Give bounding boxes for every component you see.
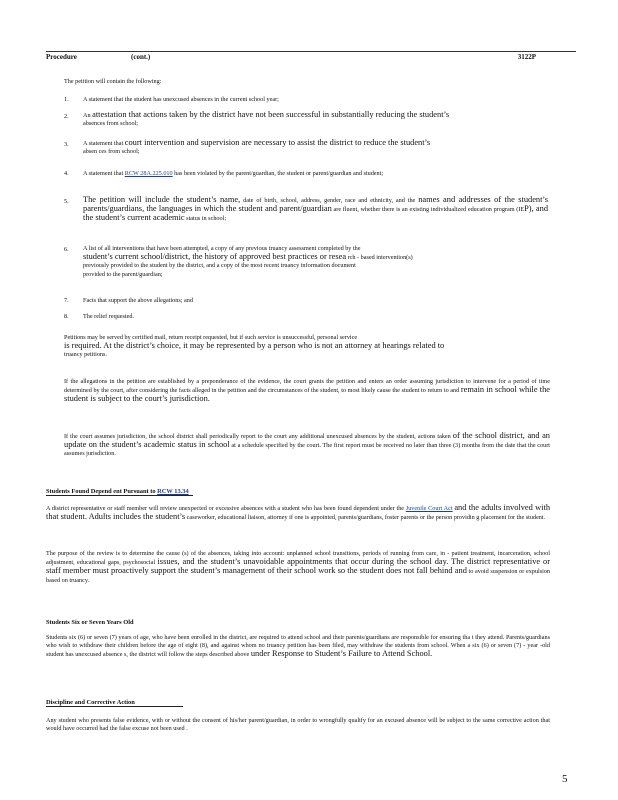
page-number: 5 (562, 773, 568, 785)
item-text: rch - based intervention(s) (347, 254, 413, 262)
item-number: 1. (64, 96, 69, 103)
para-text: truancy petitions. (64, 351, 107, 359)
item-number: 4. (64, 170, 69, 177)
para-text: to avoid suspension or expulsion based on truancy. (46, 568, 551, 584)
list-item (83, 170, 548, 178)
item-text: absences from school; (83, 120, 138, 128)
item-number: 3. (64, 141, 69, 148)
item-text: status in school; (186, 215, 227, 223)
section-title: Students Found Depend ent Pursuant to (46, 488, 156, 495)
section-heading-six-seven: Students Six or Seven Years Old (46, 619, 134, 626)
discipline-paragraph: Any student who presents false evidence, with or without the consent of his/her parent/guardian, in order to wrongfully qualify for an excused absence will be subject to the same corrective action that would have occurred had the false excuse not been used . (46, 717, 550, 733)
section-heading-discipline: Discipline and Corrective Action (46, 699, 183, 707)
list-item (83, 111, 548, 128)
para-text: The purpose of the review is to determine the cause (s) of the absences, taking into account: unplanned school transitions, periods of running from care, in - patient treatment, incarceration, school adjustment, educational gaps, psychosocial (46, 550, 550, 567)
para-text: is required. At the district’s choice, it may be represented by a person who is not an attorney at hearings related to (64, 341, 445, 351)
jurisdiction-paragraph (64, 378, 550, 405)
six-seven-paragraph (46, 634, 550, 660)
para-text: A district representative or staff member will review unexpected or excessive absences with a student who has been found dependent under the (46, 505, 405, 512)
para-text: of the school district, and an update on the student’s academic status in school (64, 431, 550, 450)
item-number: 8. (64, 313, 69, 320)
para-text: caseworker, educational liaison, attorney if one is appointed, parents/guardians, foster parents or the person providin g placement for the student. (186, 514, 546, 522)
item-text: student’s current school/district, the history of approved best practices or resea (83, 252, 347, 262)
review-purpose-paragraph (46, 550, 550, 585)
item-text: P), and the student’s current academic (83, 204, 549, 223)
item-text: are fluent, whether there is an existing individualized education program (IE (333, 206, 525, 214)
item-text: previously provided to the student by the district, and a copy of the most recent truancy information document (83, 262, 356, 270)
service-paragraph (64, 334, 550, 360)
item-number: 5. (64, 198, 69, 205)
item-number: 2. (64, 113, 69, 120)
item-text: absen ces from school; (83, 148, 140, 156)
item-text: names and addresses of the student’s parents/guardians, the languages in which the student and parent/guardian (83, 195, 549, 214)
dependent-paragraph (46, 504, 550, 522)
item-number: 6. (64, 246, 69, 253)
cont-label: (cont.) (131, 53, 151, 61)
item-text: An (83, 112, 91, 119)
page-header (46, 53, 576, 63)
para-text: Students six (6) or seven (7) years of age, who have been enrolled in the district, are required to attend school and their parents/guardians are responsible for ensuring tha t they attend. Parents/guardians who wish to withdraw their children before the age of eight (8), and against whom no truancy petition has been filed, may withdraw the students from school. When a six (6) or seven (7) - year -old student has unexcused absence s, the district will follow the steps described above (46, 634, 550, 659)
item-text: A statement that (83, 170, 124, 177)
list-item: A statement that the student has unexcused absences in the current school year; (83, 96, 279, 103)
item-text: A statement that (83, 140, 124, 147)
intro-text: The petition will contain the following: (64, 78, 162, 85)
item-text: attestation that actions taken by the district have not been successful in substantially reducing the student’s (92, 110, 450, 119)
header-rule (46, 51, 576, 52)
para-text: and the adults involved with that student. Adults includes the student’s (46, 503, 551, 522)
para-text: issues, and the student’s unavoidable appointments that occur during the school day. The district representative or staff member must proactively support the student’s management of their school work so the student does not fall behind and (46, 557, 550, 576)
para-text: Petitions may be served by certified mail, return receipt requested, but if such service is unsuccessful, personal service (64, 334, 358, 341)
list-item (83, 196, 548, 224)
rcw-link[interactable]: RCW 13.34 (157, 488, 189, 495)
para-text: If the court assumes jurisdiction, the school district shall periodically report to the court any additional unexcused absences by the student, actions taken (64, 433, 451, 440)
item-text: A list of all interventions that have been attempted, a copy of any previous truancy assessment completed by the (83, 245, 361, 252)
item-text: The petition will include the student’s name, (83, 195, 241, 204)
list-item: Facts that support the above allegations; and (83, 297, 193, 304)
para-text: at a schedule specified by the court. The first report must be received no later than three (3) months from the date that the court assumes jurisdiction. (64, 442, 551, 458)
item-number: 7. (64, 297, 69, 304)
list-item (83, 245, 548, 279)
item-text: date of birth, school, address, gender, race and ethnicity, and the (243, 197, 416, 204)
item-text: has been violated by the parent/guardian, the student or parent/guardian and student; (174, 170, 384, 177)
para-text: remain in school while the student is subject to the court’s jurisdiction. (64, 385, 550, 404)
list-item: The relief requested. (83, 313, 135, 320)
procedure-label: Procedure (46, 53, 77, 61)
policy-code: 3122P (517, 53, 536, 61)
item-text: provided to the parent/guardian; (83, 270, 163, 278)
rcw-link[interactable]: RCW 28A.225.010 (124, 170, 173, 177)
list-item (83, 139, 548, 156)
para-text: If the allegations in the petition are established by a preponderance of the evidence, the court grants the petition and enters an order assuming jurisdiction to intervene for a period of time determined by the court, after considering the facts alleged in the petition and the circumstances of the student, to most likely cause the student to return to and (64, 378, 550, 395)
report-paragraph (64, 432, 550, 459)
para-text: under Response to Student’s Failure to Attend School. (250, 649, 433, 659)
item-text: court intervention and supervision are necessary to assist the district to reduce the student’s (124, 138, 431, 147)
section-heading-dependent (46, 488, 193, 496)
juvenile-court-act-link[interactable]: Juvenile Court Act (405, 505, 453, 512)
